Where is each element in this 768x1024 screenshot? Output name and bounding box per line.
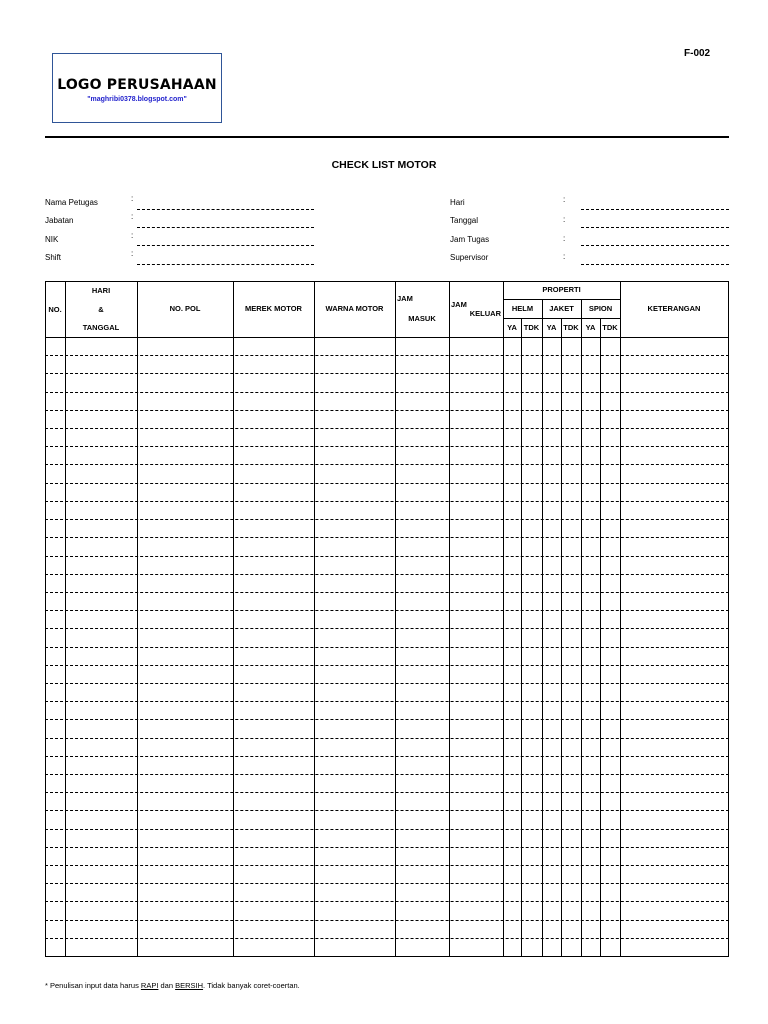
table-border-left [45, 281, 46, 957]
col-line [503, 281, 504, 957]
table-row-separator [45, 464, 729, 465]
col-line [65, 281, 66, 957]
header-spion: SPION [588, 304, 613, 313]
header-jam-masuk-2: MASUK [408, 314, 436, 323]
header-properti: PROPERTI [542, 285, 581, 294]
header-jam-keluar-2: KELUAR [469, 309, 501, 318]
table-row-separator [45, 865, 729, 866]
table-row-separator [45, 556, 729, 557]
header-helm: HELM [511, 304, 534, 313]
table-row-separator [45, 355, 729, 356]
table-row-separator [45, 446, 729, 447]
table-row-separator [45, 519, 729, 520]
col-line [395, 281, 396, 957]
table-row-separator [45, 901, 729, 902]
table-row-separator [45, 883, 729, 884]
table-row-separator [45, 756, 729, 757]
note-dan: dan [158, 981, 176, 990]
table-row-separator [45, 574, 729, 575]
note-suffix: . Tidak banyak coret-coertan. [203, 981, 300, 990]
header-jam-keluar-1: JAM [451, 300, 467, 309]
header-jaket-tdk: TDK [563, 323, 579, 332]
header-jam-masuk-1: JAM [397, 294, 413, 303]
table-row-separator [45, 938, 729, 939]
header-spion-tdk: TDK [602, 323, 618, 332]
header-keterangan: KETERANGAN [647, 304, 701, 313]
header-no-pol: NO. POL [169, 304, 201, 313]
field-label-jabatan: Jabatan [45, 216, 74, 225]
table-row-separator [45, 428, 729, 429]
table-border-bottom [45, 956, 729, 957]
note-prefix: * Penulisan input data harus [45, 981, 141, 990]
table-row-separator [45, 738, 729, 739]
header-divider [45, 136, 729, 138]
col-line [314, 281, 315, 957]
field-input-hari[interactable] [581, 209, 729, 210]
table-row-separator [45, 592, 729, 593]
field-label-hari: Hari [450, 198, 465, 207]
table-row-separator [45, 537, 729, 538]
field-input-nik[interactable] [137, 245, 314, 246]
form-code: F-002 [684, 48, 711, 59]
header-no: NO. [48, 305, 62, 314]
col-line [449, 281, 450, 957]
note-bersih: BERSIH [175, 981, 204, 990]
col-line [561, 318, 562, 957]
col-line [620, 281, 621, 957]
header-helm-ya: YA [507, 323, 517, 332]
logo-url: "maghribi0378.blogspot.com" [87, 96, 187, 103]
footer-note [45, 981, 300, 990]
note-rapi: RAPI [140, 981, 159, 990]
header-jaket: JAKET [549, 304, 574, 313]
checklist-table [45, 281, 729, 957]
field-colon: : [131, 212, 134, 221]
col-line [137, 281, 138, 957]
field-colon: : [563, 234, 566, 243]
header-jaket-ya: YA [546, 323, 557, 332]
logo-box [52, 53, 222, 123]
table-row-separator [45, 829, 729, 830]
table-row-separator [45, 701, 729, 702]
table-row-separator [45, 410, 729, 411]
table-row-separator [45, 810, 729, 811]
table-border-right [728, 281, 729, 957]
table-row-separator [45, 774, 729, 775]
table-row-separator [45, 647, 729, 648]
field-colon: : [563, 252, 566, 261]
field-input-jam-tugas[interactable] [581, 245, 729, 246]
field-colon: : [131, 249, 134, 258]
header-hari: HARI [91, 286, 111, 295]
field-input-supervisor[interactable] [581, 264, 729, 265]
field-label-shift: Shift [45, 253, 62, 262]
document-title: CHECK LIST MOTOR [331, 159, 437, 171]
table-header-bottom [45, 337, 729, 338]
col-line [521, 318, 522, 957]
table-row-separator [45, 920, 729, 921]
col-line [233, 281, 234, 957]
table-row-separator [45, 373, 729, 374]
field-input-shift[interactable] [137, 264, 314, 265]
header-warna-motor: WARNA MOTOR [325, 304, 384, 313]
field-label-supervisor: Supervisor [450, 253, 489, 262]
field-label-nik: NIK [45, 235, 59, 244]
header-ampersand: & [98, 305, 104, 314]
table-row-separator [45, 719, 729, 720]
field-colon: : [131, 231, 134, 240]
field-colon: : [131, 194, 134, 203]
table-row-separator [45, 665, 729, 666]
field-label-nama-petugas: Nama Petugas [45, 198, 98, 207]
field-input-jabatan[interactable] [137, 227, 314, 228]
field-input-tanggal[interactable] [581, 227, 729, 228]
table-row-separator [45, 792, 729, 793]
header-tanggal: TANGGAL [82, 323, 120, 332]
header-spion-ya: YA [585, 323, 596, 332]
table-border-top [45, 281, 729, 282]
logo-title: LOGO PERUSAHAAN [57, 77, 217, 93]
table-row-separator [45, 847, 729, 848]
table-row-separator [45, 610, 729, 611]
col-line [600, 318, 601, 957]
table-row-separator [45, 392, 729, 393]
field-colon: : [563, 195, 566, 204]
header-helm-tdk: TDK [523, 323, 540, 332]
field-colon: : [563, 215, 566, 224]
field-label-tanggal: Tanggal [450, 216, 479, 225]
field-input-nama-petugas[interactable] [137, 209, 314, 210]
table-row-separator [45, 683, 729, 684]
header-merek-motor: MEREK MOTOR [245, 304, 302, 313]
properti-divider [503, 299, 620, 300]
table-row-separator [45, 483, 729, 484]
table-row-separator [45, 628, 729, 629]
field-label-jam-tugas: Jam Tugas [450, 235, 490, 244]
table-row-separator [45, 501, 729, 502]
